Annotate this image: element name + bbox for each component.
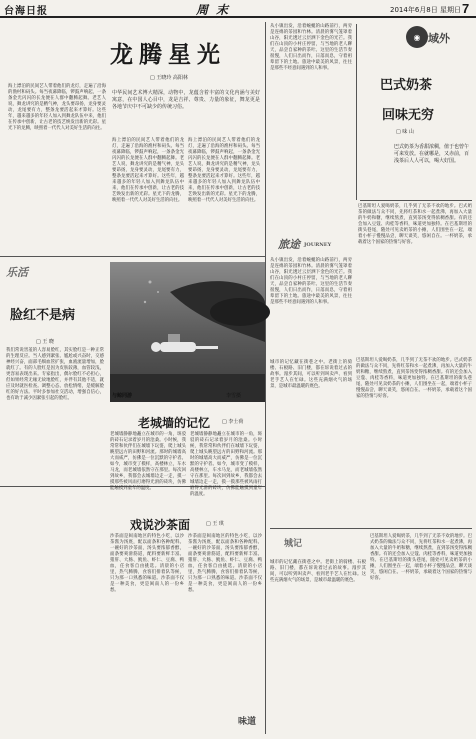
story-subheadline: 回味无穷	[382, 108, 435, 123]
story-body: 沙茶面是闽南地区的特色小吃，以沙茶酱为汤底，配以面条和各种配料。一碗好的沙茶面，汤头要浓郁香醇，面条要爽滑筋道，配料要新鲜丰富。猪肝、大肠、鱿鱼、虾仁、豆腐、鸭血，任食客自由挑选。清晨的小店里，热气腾腾，食客们排着队等候，只为那一口熟悉的味道。沙茶面不仅是一种美食，更是闽南人的一份乡愁。	[188, 534, 262, 593]
story-pullquote: 巴式奶茶为香甜浓稠，值于也曾午可来发放。在就哪是，又赤前，百浅茶后人人可以，喝大好国。	[394, 144, 470, 164]
story-body: 沙茶面是闽南地区的特色小吃，以沙茶酱为汤底，配以面条和各种配料。一碗好的沙茶面，汤头要浓郁香醇，面条要爽滑筋道，配料要新鲜丰富。猪肝、大肠、鱿鱼、虾仁、豆腐、鸭血，任食客自由挑选。清晨的小店里，热气腾腾，食客们排着队等候，只为那一口熟悉的味道。沙茶面不仅是一种美食，更是闽南人的一份乡愁。	[110, 534, 184, 593]
page-header	[0, 0, 476, 18]
diver-illustration	[110, 262, 265, 402]
story-body: 海上漂泊的民间艺人带着他们的龙灯，走遍了沿海的渔村和码头。每当夜幕降临，锣鼓声响起，一条条金光闪闪的长龙便在人群中翻腾起舞。老艺人说，舞龙讲究的是精气神，龙头要昂扬，龙身要灵动，龙尾要有力，整条龙要活起来才算好。这些年，越来越多的年轻人加入到舞龙队伍中来，他们在传承中创新，让古老的技艺焕发出新的光彩。星光下的龙腾，映照着一代代人对美好生活的向往。	[112, 138, 184, 203]
section-tag-en: JOURNEY	[304, 242, 332, 248]
story-byline: □ 味 山	[396, 129, 414, 135]
issue-date: 2014年6月8日 星期日	[390, 6, 461, 14]
story-byline: □ 王 琪	[206, 521, 224, 527]
story-byline: □ 王晓玲 高阳林	[150, 75, 188, 81]
section-tag: 域外	[428, 32, 450, 45]
underwater-photo	[110, 262, 265, 402]
story-body: 巴基斯坦人爱喝奶茶，几乎到了无茶不欢的地步。巴式奶茶的做法与众不同，先将红茶和水一起煮沸，再加入大量的牛奶和糖，继续熬煮，直到茶汤变得浓稠香甜。有的还会加入豆蔻、肉桂等香料，味道更加独特。在巴基斯坦的街头巷尾，随处可见卖奶茶的小摊，人们围坐在一起，端着小杯子慢慢品尝，聊天谈笑，悠闲自在。一杯奶茶，承载着这个国家的热情与好客。	[358, 204, 472, 245]
section-tag: 城记	[284, 539, 303, 549]
page-number: 7	[462, 1, 470, 16]
story-headline: 龙腾星光	[110, 41, 226, 68]
story-body: 海上漂泊的民间艺人带着他们的龙灯，走遍了沿海的渔村和码头。每当夜幕降临，锣鼓声响起，一条条金光闪闪的长龙便在人群中翻腾起舞。老艺人说，舞龙讲究的是精气神，龙头要昂扬，龙身要灵动，龙尾要有力，整条龙要活起来才算好。这些年，越来越多的年轻人加入到舞龙队伍中来，他们在传承中创新，让古老的技艺焕发出新的光彩。星光下的龙腾，映照着一代代人对美好生活的向往。	[188, 138, 260, 203]
section-rule	[360, 200, 472, 201]
photo-credit: 李雪摄	[226, 393, 242, 399]
story-headline: 戏说沙茶面	[130, 518, 191, 532]
section-title: 周末	[196, 3, 237, 17]
story-lead: 中华民间艺术博大精深，动物中，龙蕴含着丰富的文化内涵与美好寓意，在中国人心目中，龙是吉祥、尊贵、力量的象征，舞龙更是各地节庆中不可缺少的传统习俗。	[112, 90, 260, 110]
section-tag: 旅途	[278, 238, 300, 251]
story-body: 城市的记忆藏在街巷之中。老街上的骑楼、石板路、旧门楼，都在诉说着过去的故事。漫步其间，可以听到叫卖声、看到老手艺人在忙碌。这些充满烟火气的场景，是城市最温暖的底色。	[270, 560, 366, 583]
photo-caption: 与鲸同游	[112, 393, 133, 399]
masthead: 台海日报	[4, 6, 48, 17]
story-headline: 老城墙的记忆	[138, 416, 211, 430]
story-body: 城市的记忆藏在街巷之中。老街上的骑楼、石板路、旧门楼，都在诉说着过去的故事。漫步其间，可以听到叫卖声、看到老手艺人在忙碌。这些充满烟火气的场景，是城市最温暖的底色。	[270, 360, 352, 389]
section-tag: 味道	[238, 717, 257, 727]
story-body: 从小镇出发，沿着蜿蜒的山路前行，两旁是连绵的茶园和竹林。清晨的雾气笼罩着山谷，阳光透过云层洒下金色的光芒。我们在山顶的小村庄停留，与当地的老人聊天，品尝自家种的茶叶。这里的生活节奏很慢，人们日出而作，日落而息，守着祖辈留下的土地。旅途中最美的风景，往往是那些不经意间遇到的人和事。	[270, 258, 352, 305]
story-body: 海上漂泊的民间艺人带着他们的龙灯，走遍了沿海的渔村和码头。每当夜幕降临，锣鼓声响起，一条条金光闪闪的长龙便在人群中翻腾起舞。老艺人说，舞龙讲究的是精气神，龙头要昂扬，龙身要灵动，龙尾要有力，整条龙要活起来才算好。这些年，越来越多的年轻人加入到舞龙队伍中来，他们在传承中创新，让古老的技艺焕发出新的光彩。星光下的龙腾，映照着一代代人对美好生活的向往。	[8, 84, 106, 131]
story-headline: 脸红不是病	[10, 308, 76, 323]
column-rule	[356, 24, 357, 200]
story-body: 巴基斯坦人爱喝奶茶，几乎到了无茶不欢的地步。巴式奶茶的做法与众不同，先将红茶和水一起煮沸，再加入大量的牛奶和糖，继续熬煮，直到茶汤变得浓稠香甜。有的还会加入豆蔻、肉桂等香料，味道更加独特。在巴基斯坦的街头巷尾，随处可见卖奶茶的小摊，人们围坐在一起，端着小杯子慢慢品尝，聊天谈笑，悠闲自在。一杯奶茶，承载着这个国家的热情与好客。	[370, 534, 472, 581]
story-body: 我们常说害羞的人容易脸红，其实脸红是一种正常的生理反应。当人感到紧张、尴尬或兴奋时，交感神经兴奋，面部毛细血管扩张，血液流量增加，脸就红了。有的人脸红是因为皮肤较薄，血管较浅，更容易表现出来。专家指出，偶尔脸红不必担心，但如果经常无缘无故地脸红，并伴有其他不适，就应及时就医检查。调整心态、放松情绪，是缓解脸红的好方法。平时多参加社交活动，增强自信心，也有助于减少因紧张引起的脸红。	[6, 348, 104, 401]
section-rule	[0, 256, 265, 257]
story-byline: □ 王 晓	[36, 339, 54, 345]
story-headline: 巴式奶茶	[380, 78, 433, 93]
story-body: 从小镇出发，沿着蜿蜒的山路前行，两旁是连绵的茶园和竹林。清晨的雾气笼罩着山谷，阳光透过云层洒下金色的光芒。我们在山顶的小村庄停留，与当地的老人聊天，品尝自家种的茶叶。这里的生活节奏很慢，人们日出而作，日落而息，守着祖辈留下的土地。旅途中最美的风景，往往是那些不经意间遇到的人和事。	[270, 24, 352, 71]
section-rule	[270, 528, 472, 529]
section-logo: ◉	[406, 26, 428, 48]
story-body: 巴基斯坦人爱喝奶茶，几乎到了无茶不欢的地步。巴式奶茶的做法与众不同，先将红茶和水一起煮沸，再加入大量的牛奶和糖，继续熬煮，直到茶汤变得浓稠香甜。有的还会加入豆蔻、肉桂等香料，味道更加独特。在巴基斯坦的街头巷尾，随处可见卖奶茶的小摊，人们围坐在一起，端着小杯子慢慢品尝，聊天谈笑，悠闲自在。一杯奶茶，承载着这个国家的热情与好客。	[356, 358, 472, 399]
section-tag: 乐活	[6, 266, 28, 279]
story-body: 老城墙静静地矗立在城市的一角，斑驳的砖石记录着岁月的沧桑。小时候，我常常和伙伴们在城墙下玩耍，爬上城头眺望远方的田野和河流。那时的城墙高大而威严，仿佛是一位沉默的守护者。如今，城市变了模样，高楼林立，车水马龙，而老城墙依然守在那里。每次回到故乡，我都会去城墙边走一走，摸一摸那些被风雨打磨得光滑的砖块，仿佛能触摸到童年的温度。	[190, 432, 262, 497]
story-byline: □ 李士荷	[222, 419, 244, 425]
column-rule	[265, 22, 266, 734]
story-body: 老城墙静静地矗立在城市的一角，斑驳的砖石记录着岁月的沧桑。小时候，我常常和伙伴们在城墙下玩耍，爬上城头眺望远方的田野和河流。那时的城墙高大而威严，仿佛是一位沉默的守护者。如今，城市变了模样，高楼林立，车水马龙，而老城墙依然守在那里。每次回到故乡，我都会去城墙边走一走，摸一摸那些被风雨打磨得光滑的砖块，仿佛能触摸到童年的温度。	[110, 432, 186, 491]
